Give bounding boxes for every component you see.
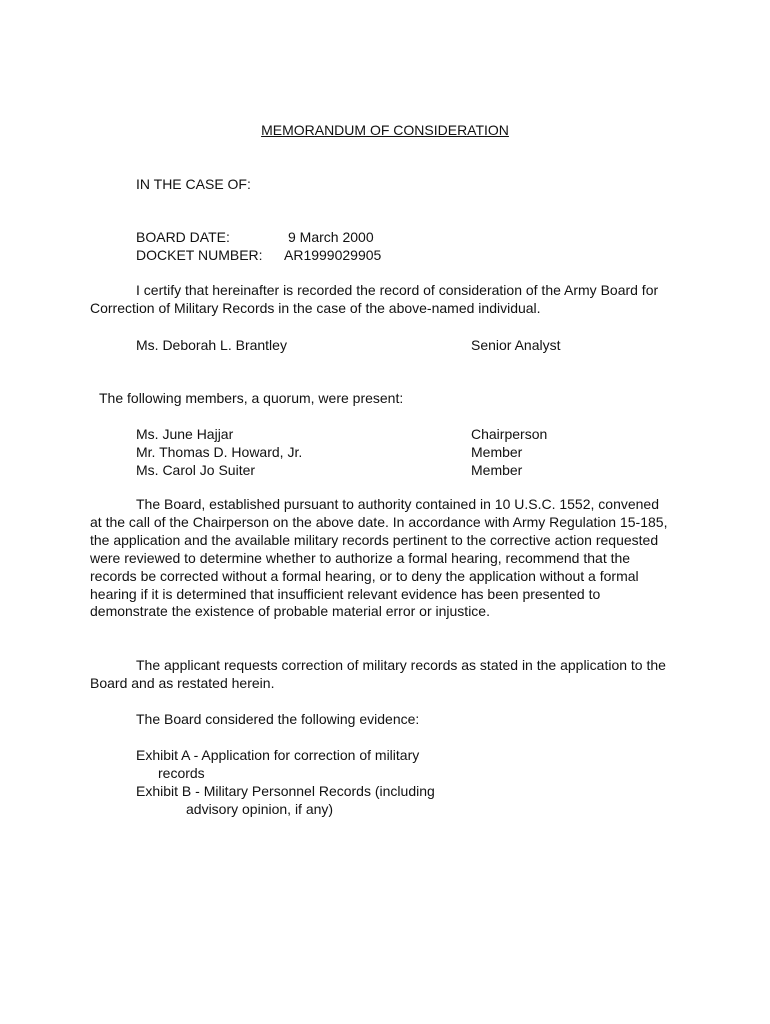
applicant-paragraph-text: The applicant requests correction of military records as stated in the application to the Board and as restated herein. [90, 657, 666, 691]
analyst-role: Senior Analyst [471, 337, 561, 353]
exhibit-line: Exhibit A - Application for correction of military [136, 747, 420, 763]
member-name: Mr. Thomas D. Howard, Jr. [136, 444, 303, 460]
certify-text: I certify that hereinafter is recorded the record of consideration of the Army Board for Correction of Military Records in the case of the above-named individual. [90, 282, 659, 316]
exhibit-line-continued: records [158, 765, 205, 781]
applicant-paragraph [90, 657, 680, 693]
member-role: Member [471, 444, 523, 460]
memo-title: MEMORANDUM OF CONSIDERATION [261, 122, 509, 138]
exhibit-line-continued: advisory opinion, if any) [186, 801, 334, 817]
member-role: Chairperson [471, 426, 548, 442]
exhibit-line: Exhibit B - Military Personnel Records (including [136, 783, 435, 799]
board-date-label: BOARD DATE: [136, 229, 230, 245]
board-paragraph [90, 496, 670, 621]
member-role: Member [471, 462, 523, 478]
member-name: Ms. Carol Jo Suiter [136, 462, 256, 478]
board-date-value: 9 March 2000 [288, 229, 374, 245]
docket-number-value: AR1999029905 [284, 247, 382, 263]
quorum-text: The following members, a quorum, were present: [99, 390, 404, 406]
docket-number-label: DOCKET NUMBER: [136, 247, 263, 263]
case-label: IN THE CASE OF: [136, 176, 251, 192]
board-paragraph-text: The Board, established pursuant to authority contained in 10 U.S.C. 1552, convened at the call of the Chairperson on the above date. In accordance with Army Regulation 15-185, the application and the available military records pertinent to the corrective action requested were reviewed to determine whether to authorize a formal hearing, recommend that the records be corrected without a formal hearing, or to deny the application without a formal hearing if it is determined that insufficient relevant evidence has been presented to demonstrate the existence of probable material error or injustice. [90, 496, 668, 620]
analyst-name: Ms. Deborah L. Brantley [136, 337, 287, 353]
member-name: Ms. June Hajjar [136, 426, 234, 442]
certify-paragraph [90, 282, 690, 318]
evidence-intro: The Board considered the following evidence: [136, 711, 420, 727]
